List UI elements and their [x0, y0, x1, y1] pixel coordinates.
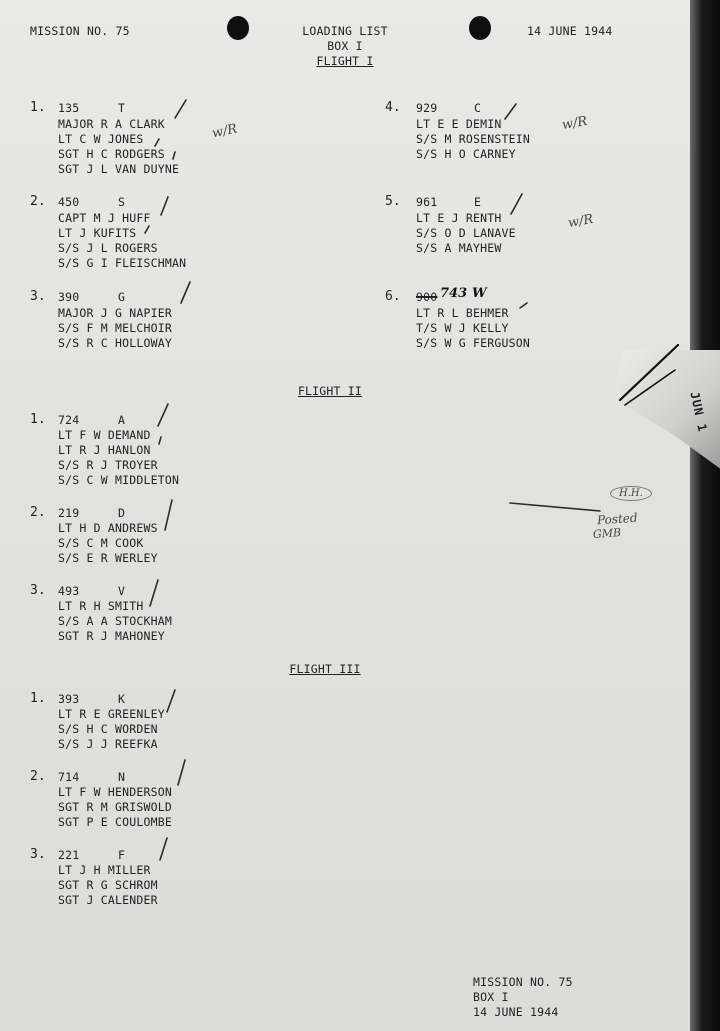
- crew-list: [58, 521, 158, 566]
- header-date: 14 JUNE 1944: [527, 24, 613, 38]
- entry-number: 4.: [385, 100, 401, 115]
- footer-mission-number: MISSION NO. 75: [473, 975, 573, 989]
- plane-letter: K: [118, 692, 126, 706]
- plane-number: 929: [416, 101, 438, 115]
- punch-hole-right: [469, 16, 491, 40]
- crew-member: LT J H MILLER: [58, 863, 151, 877]
- crew-member: S/S M ROSENSTEIN: [416, 132, 530, 146]
- posted-annotation: Posted: [596, 510, 639, 528]
- crew-member: S/S J L ROGERS: [58, 241, 158, 255]
- entry-number: 3.: [30, 847, 46, 862]
- crew-list: [58, 428, 179, 488]
- header-mission-number: MISSION NO. 75: [30, 24, 130, 38]
- entry-number: 6.: [385, 289, 401, 304]
- plane-number: 135: [58, 101, 80, 115]
- plane-letter: F: [118, 848, 126, 862]
- crew-member: S/S O D LANAVE: [416, 226, 516, 240]
- crew-list: [58, 863, 158, 908]
- entry-number: 5.: [385, 194, 401, 209]
- flight-iii-label: FLIGHT III: [289, 662, 361, 676]
- crew-member: LT F W DEMAND: [58, 428, 151, 442]
- crew-member: LT R E GREENLEY: [58, 707, 165, 721]
- wr-annotation: w/R: [566, 211, 595, 232]
- crew-member: S/S H C WORDEN: [58, 722, 158, 736]
- crew-list: [416, 211, 516, 256]
- crew-member: S/S W G FERGUSON: [416, 336, 530, 350]
- crew-member: MAJOR R A CLARK: [58, 117, 165, 131]
- crew-member: LT H D ANDREWS: [58, 521, 158, 535]
- plane-letter: V: [118, 584, 126, 598]
- entry-number: 1.: [30, 100, 46, 115]
- crew-member: LT R J HANLON: [58, 443, 151, 457]
- plane-number: 221: [58, 848, 80, 862]
- crew-member: LT F W HENDERSON: [58, 785, 172, 799]
- entry-number: 2.: [30, 505, 46, 520]
- crew-list: [58, 211, 186, 271]
- footer-date: 14 JUNE 1944: [473, 1005, 559, 1019]
- crew-member: S/S H O CARNEY: [416, 147, 516, 161]
- entry-number: 1.: [30, 691, 46, 706]
- crew-member: SGT R M GRISWOLD: [58, 800, 172, 814]
- crew-member: LT E J RENTH: [416, 211, 502, 225]
- plane-letter: W: [472, 286, 487, 301]
- header-title-loading-list: LOADING LIST: [302, 24, 388, 38]
- posted-initials: GMB: [592, 526, 622, 541]
- plane-letter: N: [118, 770, 126, 784]
- footer-box: BOX I: [473, 990, 509, 1004]
- plane-number: 493: [58, 584, 80, 598]
- header-title-box: BOX I: [327, 39, 363, 53]
- wr-annotation: w/R: [560, 113, 589, 134]
- crew-member: S/S J J REEFKA: [58, 737, 158, 751]
- plane-number: 390: [58, 290, 80, 304]
- header-flight-label: FLIGHT I: [316, 54, 374, 68]
- plane-number: 393: [58, 692, 80, 706]
- plane-number: 724: [58, 413, 80, 427]
- crew-member: SGT R J MAHONEY: [58, 629, 165, 643]
- plane-letter: D: [118, 506, 126, 520]
- entry-number: 1.: [30, 412, 46, 427]
- crew-member: LT J KUFITS: [58, 226, 137, 240]
- crew-list: [58, 306, 172, 351]
- crew-member: S/S A MAYHEW: [416, 241, 502, 255]
- plane-letter: C: [474, 101, 482, 115]
- plane-letter: A: [118, 413, 126, 427]
- plane-number-struck: 900: [416, 290, 438, 304]
- crew-list: [58, 117, 179, 177]
- entry-number: 2.: [30, 194, 46, 209]
- crew-member: SGT R G SCHROM: [58, 878, 158, 892]
- crew-member: S/S A A STOCKHAM: [58, 614, 172, 628]
- plane-number: 450: [58, 195, 80, 209]
- flap-date-stamp: JUN 1: [687, 390, 710, 434]
- page-edge-shadow: [690, 0, 720, 1031]
- crew-member: SGT J CALENDER: [58, 893, 158, 907]
- punch-hole-left: [227, 16, 249, 40]
- crew-member: S/S G I FLEISCHMAN: [58, 256, 187, 270]
- crew-list: [58, 785, 172, 830]
- plane-letter: G: [118, 290, 126, 304]
- crew-member: SGT P E COULOMBE: [58, 815, 172, 829]
- crew-member: LT R H SMITH: [58, 599, 144, 613]
- crew-list: [58, 599, 172, 644]
- crew-member: S/S E R WERLEY: [58, 551, 158, 565]
- plane-letter: S: [118, 195, 126, 209]
- plane-number: 219: [58, 506, 80, 520]
- crew-member: S/S C W MIDDLETON: [58, 473, 180, 487]
- flight-ii-label: FLIGHT II: [297, 384, 363, 398]
- crew-list: [416, 117, 530, 162]
- entry-number: 3.: [30, 583, 46, 598]
- crew-member: SGT H C RODGERS: [58, 147, 165, 161]
- crew-member: SGT J L VAN DUYNE: [58, 162, 180, 176]
- plane-letter: E: [474, 195, 482, 209]
- plane-number: 743: [440, 286, 468, 301]
- plane-number: 961: [416, 195, 438, 209]
- crew-member: S/S F M MELCHOIR: [58, 321, 172, 335]
- circled-initials: H.H.: [610, 486, 652, 501]
- crew-member: LT C W JONES: [58, 132, 144, 146]
- crew-member: S/S R C HOLLOWAY: [58, 336, 172, 350]
- crew-member: LT E E DEMIN: [416, 117, 502, 131]
- plane-letter: T: [118, 101, 126, 115]
- wr-annotation: w/R: [210, 121, 239, 142]
- crew-list: [416, 306, 530, 351]
- crew-member: LT R L BEHMER: [416, 306, 509, 320]
- crew-member: MAJOR J G NAPIER: [58, 306, 172, 320]
- crew-list: [58, 707, 165, 752]
- crew-member: S/S C M COOK: [58, 536, 144, 550]
- crew-member: CAPT M J HUFF: [58, 211, 151, 225]
- entry-number: 2.: [30, 769, 46, 784]
- crew-member: S/S R J TROYER: [58, 458, 158, 472]
- entry-number: 3.: [30, 289, 46, 304]
- plane-number: 714: [58, 770, 80, 784]
- crew-member: T/S W J KELLY: [416, 321, 509, 335]
